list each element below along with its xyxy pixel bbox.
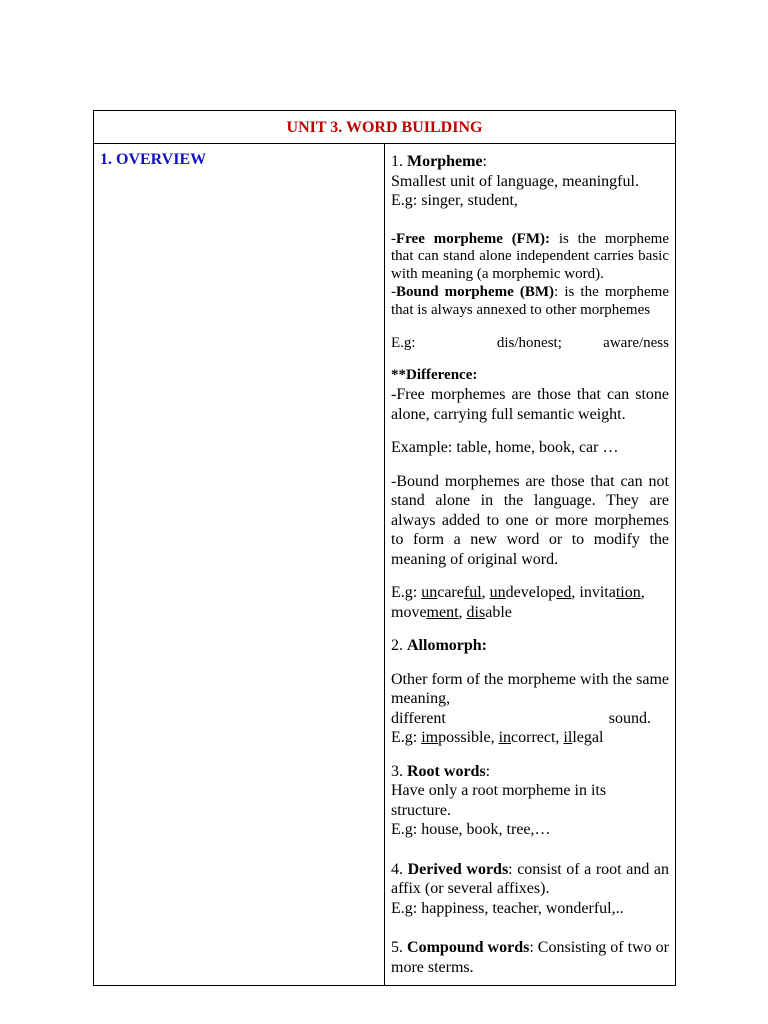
morpheme-definition: Smallest unit of language, meaningful.: [391, 172, 639, 190]
free-morphemes-example: Example: table, home, book, car …: [391, 439, 619, 457]
unit-title: UNIT 3. WORD BUILDING: [286, 119, 483, 136]
root-words-text: Have only a root morpheme in its structure.: [391, 782, 607, 819]
overview-heading: 1. OVERVIEW: [100, 151, 207, 168]
free-morpheme-def: -Free morpheme (FM): is the morpheme that can stand alone independent carries basic with meaning (a morphemic word).: [391, 230, 669, 283]
content-cell: [385, 144, 676, 986]
morpheme-heading: 1. Morpheme:: [391, 153, 487, 170]
section-label-cell: [94, 144, 385, 986]
derived-words: 4. Derived words: consist of a root and an affix (or several affixes).: [391, 860, 670, 898]
eg-line: E.g: dis/honest; aware/ness: [391, 335, 669, 352]
difference-heading: **Difference:: [391, 367, 478, 384]
allomorph-text: Other form of the morpheme with the same meaning,: [391, 670, 669, 708]
compound-words: 5. Compound words: Consisting of two or more sterms.: [391, 939, 670, 976]
allomorph-heading: 2. Allomorph:: [391, 637, 487, 655]
root-words-heading: 3. Root words:: [391, 762, 491, 780]
affix-examples: E.g: uncareful, undeveloped, invitation, movement, disable: [391, 584, 645, 621]
derived-words-example: E.g: happiness, teacher, wonderful,..: [391, 899, 624, 917]
allomorph-example: E.g: impossible, incorrect, illegal: [391, 729, 604, 747]
title-cell: [94, 111, 676, 144]
bound-morpheme-def: -Bound morpheme (BM): is the morpheme that is always annexed to other morphemes: [391, 283, 669, 318]
free-morphemes-text: -Free morphemes are those that can stone alone, carrying full semantic weight.: [391, 386, 669, 423]
overview-table: [93, 110, 676, 986]
bound-morphemes-text: -Bound morphemes are those that can not stand alone in the language. They are always added to one or more morphemes to form a new word or to modify the meaning of original word.: [391, 472, 669, 568]
root-words-example: E.g: house, book, tree,…: [391, 821, 551, 839]
allomorph-text-2: different sound.: [391, 709, 651, 727]
morpheme-example: E.g: singer, student,: [391, 192, 518, 209]
